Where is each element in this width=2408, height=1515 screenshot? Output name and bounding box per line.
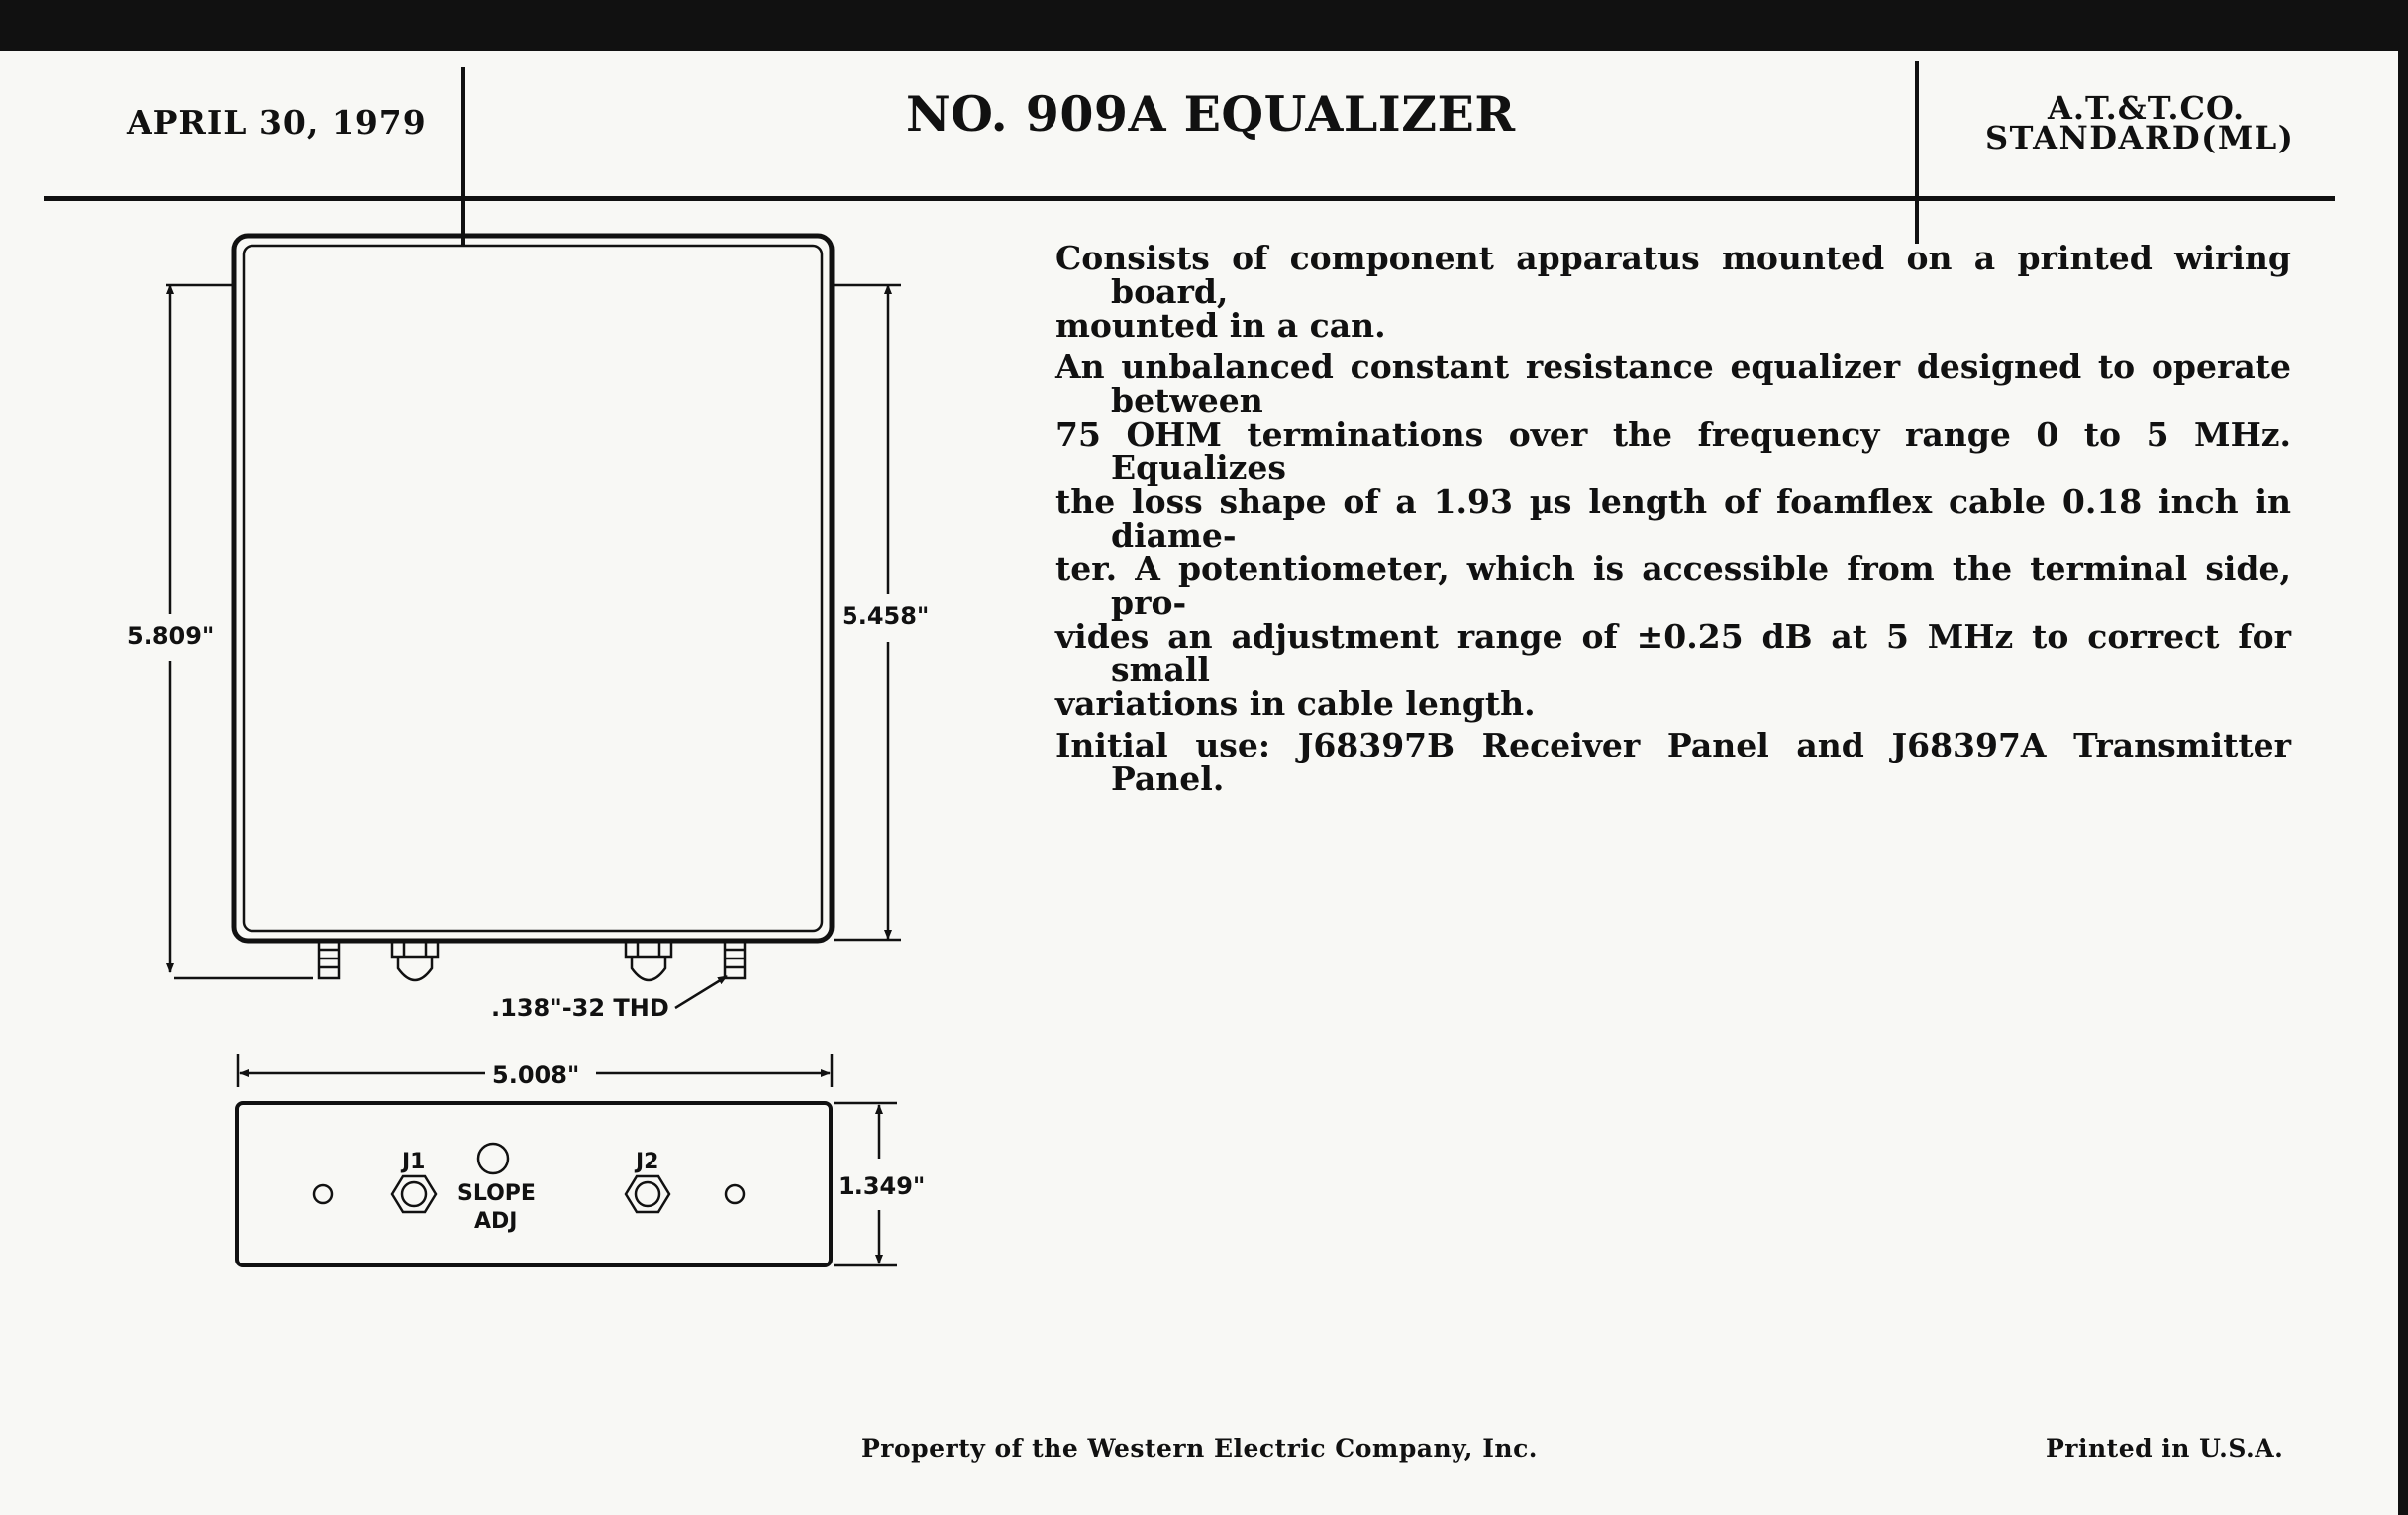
label-can-height: 5.458" — [842, 602, 930, 630]
equalizer-outline-drawing — [0, 51, 1040, 1339]
description-paragraph-3: Initial use: J68397B Receiver Panel and J68397A Transmitter Panel. — [1055, 726, 2291, 798]
header-standard-line2: STANDARD(ML) — [1985, 119, 2295, 156]
terminal-studs — [319, 941, 745, 978]
description-paragraph-1: Consists of component apparatus mounted on a printed wiring board, mounted in a can. — [1055, 239, 2291, 345]
data-sheet-page — [0, 51, 2398, 1515]
description — [1055, 239, 2291, 804]
header-date: APRIL 30, 1979 — [127, 103, 427, 142]
thread-callout — [675, 976, 727, 1008]
can-front-view — [234, 236, 832, 941]
label-overall-height: 5.809" — [127, 622, 215, 650]
slope-adjust-hole — [478, 1144, 508, 1173]
footer-property-note: Property of the Western Electric Company, Inc. — [861, 1434, 1539, 1463]
page-title: NO. 909A EQUALIZER — [906, 85, 1516, 143]
label-j1: J1 — [402, 1150, 426, 1174]
scan-border — [2398, 0, 2408, 1515]
footer-printed-note: Printed in U.S.A. — [2046, 1434, 2284, 1463]
jack-j2 — [626, 1176, 669, 1212]
label-width: 5.008" — [492, 1061, 580, 1089]
mounting-hole-right — [726, 1185, 744, 1203]
mounting-hole-left — [314, 1185, 332, 1203]
label-thread-note: .138"-32 THD — [491, 994, 669, 1022]
label-adj: ADJ — [474, 1209, 518, 1234]
header-divider-right — [1915, 61, 1919, 244]
jack-j1 — [392, 1176, 436, 1212]
label-j2: J2 — [636, 1150, 659, 1174]
label-slope: SLOPE — [457, 1181, 536, 1206]
label-depth: 1.349" — [838, 1172, 926, 1200]
header-standard-line1: A.T.&T.CO. — [2048, 89, 2246, 127]
description-paragraph-2: An unbalanced constant resistance equalizer designed to operate between 75 OHM terminations over the frequency range 0 to 5 MHz. Equalizes the loss shape of a 1.93 µs length of foamflex cable 0.18 inch in diame- ter. A potentiometer, which is accessible from the terminal side, pro- vides an adjustment range of ±0.25 dB at 5 MHz to correct for small variations in cable length. — [1055, 348, 2291, 723]
jack-connectors-side — [392, 941, 671, 980]
